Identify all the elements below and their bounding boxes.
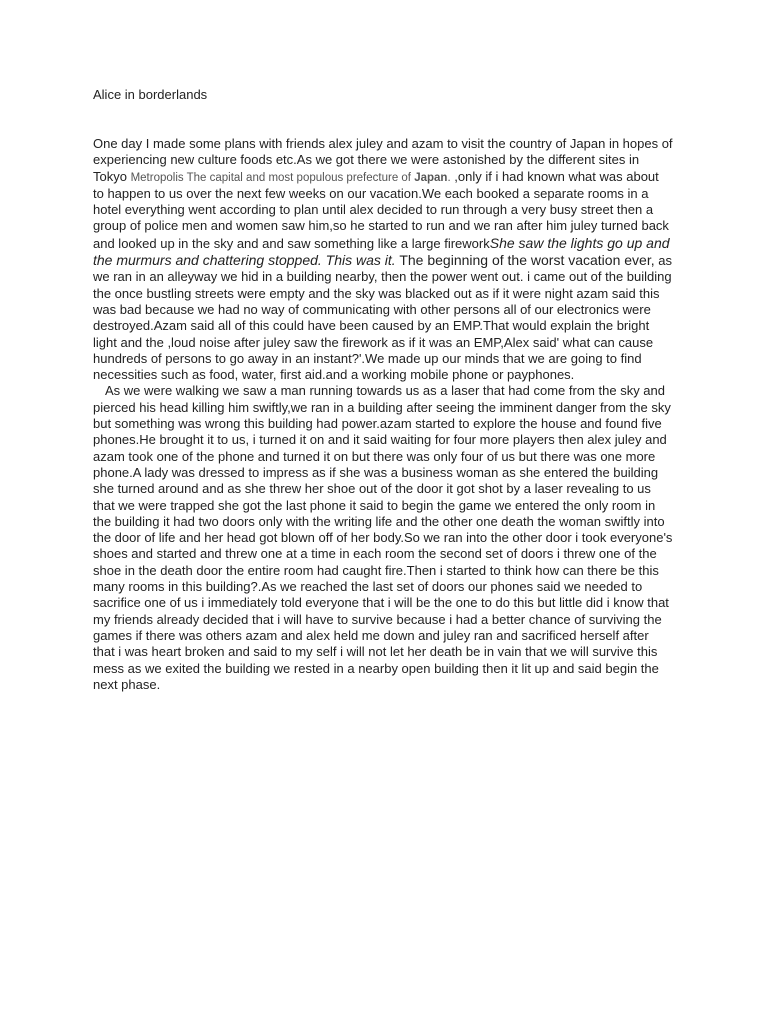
paragraph-1-text-b: ,only if i had known what was about to happen to us over the next few weeks on our vacation.We each booked a separate rooms in a hotel everything went according to plan until alex decided to run through a very busy street then a group of police men and women saw him,so he started to run and we ran after him juley turned back and looked up in the sky and and saw something like a large firework [93,168,669,251]
document-title: Alice in borderlands [93,87,208,102]
paragraph-2-text: As we were walking we saw a man running towards us as a laser that had come from the sky and pierced his head killing him swiftly,we ran in a building after seeing the imminent danger from the sky but something was wrong this building had power.azam started to explore the house and found five phones.He brought it to us, i turned it on and it said waiting for four more players then alex juley and azam took one of the phone and turned it on but there was only four of us but there was one more phone.A lady was dressed to impress as if she was a business woman as she entered the building she turned around and as she threw her shoe out of the door it got shot by a laser revealing to us that we were trapped she got the last phone it said to begin the game we entered the only room in the building it had two doors only with the writing life and the other one death the woman swiftly into the door of life and her head got blown off of her body.So we ran into the other door i took everyone's shoes and started and threw one at a time in each room the second set of doors i threw one of the shoe in the death door the entire room had caught fire.Then i started to think how can there be this many rooms in this building?.As we reached the last set of doors our phones said we needed to sacrifice one of us i immediately told everyone that i will be the one to do this but little did i know that my friends already decided that i will have to survive because i had a better chance of surviving the games if there was others azam and alex held me down and juley ran and sacrificed herself after that i was heart broken and said to my self i will not let her death be in vain that we will survive this mess as we exited the building we rested in a nearby open building then it lit up and said begin the next phase. [93,383,673,692]
paragraph-1 [93,136,673,383]
quoted-definition-bold: Japan [414,171,448,184]
paragraph-2 [93,383,673,693]
quoted-definition-period: . [447,171,451,184]
quoted-italic-text: She saw the lights go up and the murmurs and chattering stopped. This was it. [93,234,670,269]
document-body [93,136,673,693]
paragraph-1-text-a: One day I made some plans with friends alex juley and azam to visit the country of Japan in hopes of experiencing new culture foods etc.As we got there we were astonished by the different sites in Tokyo [93,136,673,184]
paragraph-1-text-d: as we ran in an alleyway we hid in a building nearby, then the power went out. i came out of the building the once bustling streets were empty and the sky was blacked out as if it were night azam said this was bad because we had no way of communicating with other persons all of our electronics were destroyed.Azam said all of this could have been caused by an EMP.That would explain the bright light and the ,loud noise after juley saw the firework as if it was an EMP,Alex said' what can cause hundreds of persons to go away in an instant?'.We made up our minds that we are going to find necessities such as food, water, first aid.and a working mobile phone or payphones. [93,253,672,383]
paragraph-1-text-c: The beginning of the worst vacation ever, [395,252,655,269]
quoted-definition-text: Metropolis The capital and most populous prefecture of [130,171,415,184]
